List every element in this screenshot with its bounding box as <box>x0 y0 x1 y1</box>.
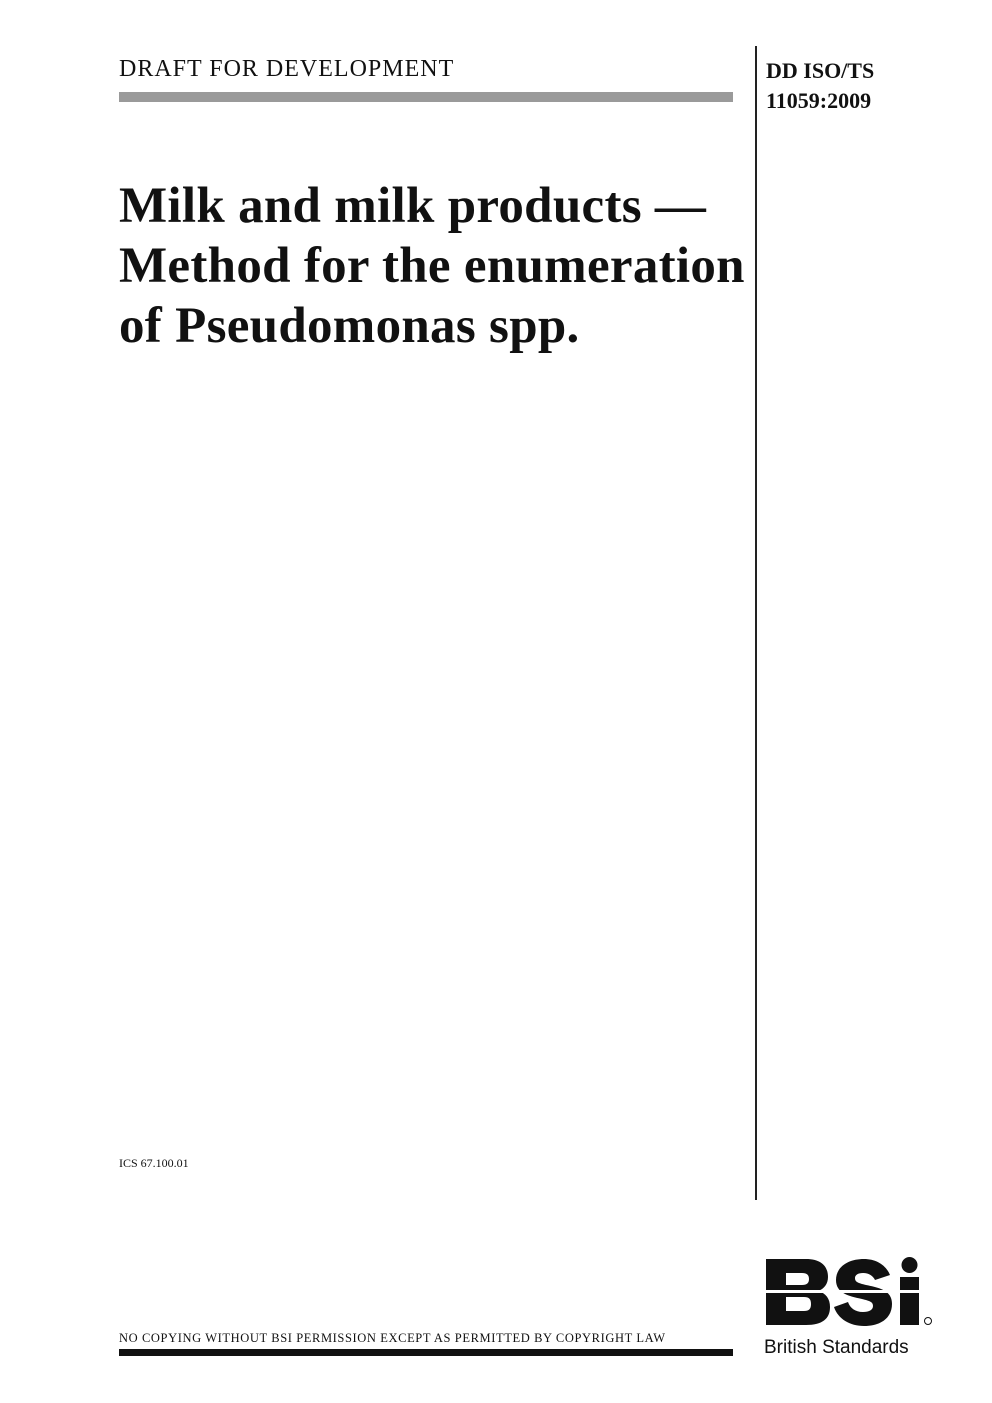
footer-divider-bar <box>119 1349 733 1356</box>
copyright-notice: NO COPYING WITHOUT BSI PERMISSION EXCEPT AS PERMITTED BY COPYRIGHT LAW <box>119 1331 666 1345</box>
ics-code: ICS 67.100.01 <box>119 1156 189 1170</box>
logo-caption: British Standards <box>764 1337 909 1358</box>
bsi-wordmark-icon <box>762 1255 934 1330</box>
vertical-divider <box>755 46 757 1200</box>
document-number: DD ISO/TS 11059:2009 <box>766 58 875 113</box>
header-divider-bar <box>119 92 733 102</box>
document-title: Milk and milk products — Method for the enumeration of Pseudomonas spp. <box>119 178 745 354</box>
document-status-label: DRAFT FOR DEVELOPMENT <box>119 56 455 82</box>
